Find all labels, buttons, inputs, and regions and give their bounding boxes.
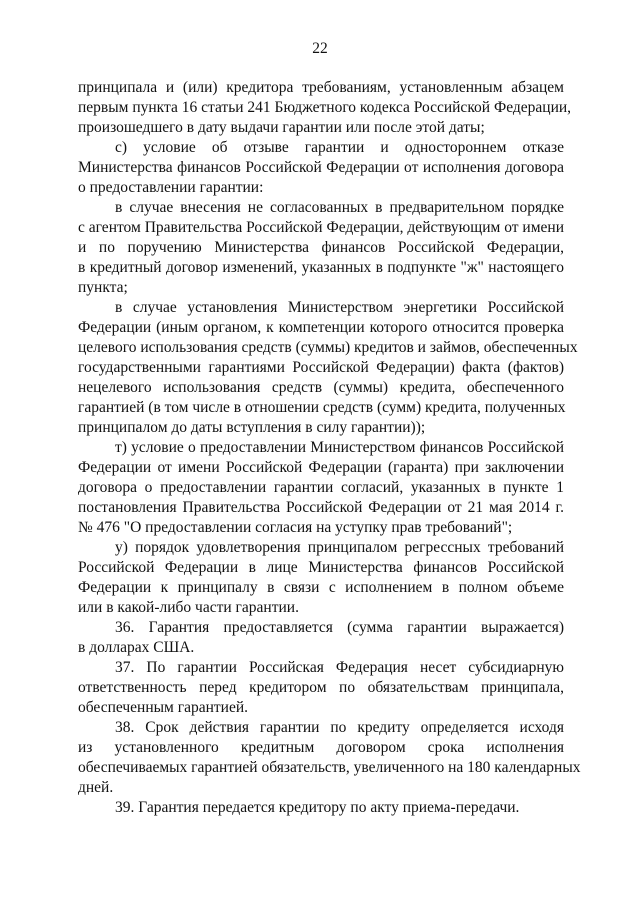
text-line: целевого использования средств (суммы) кредитов и займов, обеспеченных — [78, 339, 578, 356]
text-line: обеспеченным гарантией. — [78, 699, 249, 716]
paragraph-p-c — [78, 138, 564, 198]
text-line: постановления Правительства Российской Федерации от 21 мая 2014 г. — [78, 499, 564, 516]
text-line: у) порядок удовлетворения принципалом регрессных требований — [115, 539, 564, 556]
text-line: обеспечиваемых гарантией обязательств, увеличенного на 180 календарных — [78, 759, 581, 776]
text-line: пункта; — [78, 279, 128, 296]
text-line: первым пункта 16 статьи 241 Бюджетного кодекса Российской Федерации, — [78, 99, 572, 116]
text-line: гарантией (в том числе в отношении средств (сумм) кредита, полученных — [78, 399, 566, 416]
text-line: Российской Федерации в лице Министерства финансов Российской — [78, 559, 564, 576]
text-line: в кредитный договор изменений, указанных в подпункте "ж" настоящего — [78, 259, 564, 276]
text-line: т) условие о предоставлении Министерством финансов Российской — [115, 439, 564, 456]
text-line: дней. — [78, 779, 114, 796]
text-line: и по поручению Министерства финансов Российской Федерации, — [78, 239, 564, 256]
document-body — [78, 78, 581, 818]
text-line: в долларах США. — [78, 639, 195, 656]
paragraph-p-t — [78, 438, 564, 538]
page-number: 22 — [312, 40, 328, 57]
text-line: нецелевого использования средств (суммы) кредита, обеспеченного — [78, 379, 564, 396]
paragraph-p-case1 — [78, 198, 564, 298]
text-line: Федерации от имени Российской Федерации (гаранта) при заключении — [78, 459, 564, 476]
text-line: государственными гарантиями Российской Федерации) факта (фактов) — [78, 359, 564, 376]
paragraph-p-case2 — [78, 298, 578, 438]
text-line: или в какой-либо части гарантии. — [78, 599, 299, 616]
text-line: о предоставлении гарантии: — [78, 179, 264, 196]
text-line: Федерации к принципалу в связи с исполнением в полном объеме — [78, 579, 564, 596]
paragraph-p-cont — [78, 78, 572, 138]
text-line: договора о предоставлении гарантии согласий, указанных в пункте 1 — [78, 479, 564, 496]
text-line: 39. Гарантия передается кредитору по акту приема-передачи. — [115, 799, 520, 816]
text-line: с) условие об отзыве гарантии и одностороннем отказе — [115, 139, 564, 156]
text-line: 37. По гарантии Российская Федерация несет субсидиарную — [115, 659, 564, 676]
text-line: Министерства финансов Российской Федерации от исполнения договора — [78, 159, 564, 176]
text-line: № 476 "О предоставлении согласия на уступку прав требований"; — [78, 519, 513, 536]
paragraph-p-38 — [78, 718, 581, 798]
paragraph-p-u — [78, 538, 564, 618]
text-line: с агентом Правительства Российской Федерации, действующим от имени — [78, 219, 564, 236]
text-line: из установленного кредитным договором срока исполнения — [78, 739, 564, 756]
paragraph-p-39 — [78, 798, 564, 818]
text-line: Федерации (иным органом, к компетенции которого относится проверка — [78, 319, 564, 336]
text-line: принципалом до даты вступления в силу гарантии)); — [78, 419, 426, 436]
text-line: произошедшего в дату выдачи гарантии или после этой даты; — [78, 119, 485, 136]
text-line: в случае внесения не согласованных в предварительном порядке — [115, 199, 564, 216]
text-line: принципала и (или) кредитора требованиям, установленным абзацем — [78, 79, 564, 96]
text-line: ответственность перед кредитором по обязательствам принципала, — [78, 679, 564, 696]
text-line: 36. Гарантия предоставляется (сумма гарантии выражается) — [115, 619, 564, 636]
text-line: 38. Срок действия гарантии по кредиту определяется исходя — [115, 719, 564, 736]
paragraph-p-36 — [78, 618, 564, 658]
paragraph-p-37 — [78, 658, 564, 718]
text-line: в случае установления Министерством энергетики Российской — [115, 299, 564, 316]
